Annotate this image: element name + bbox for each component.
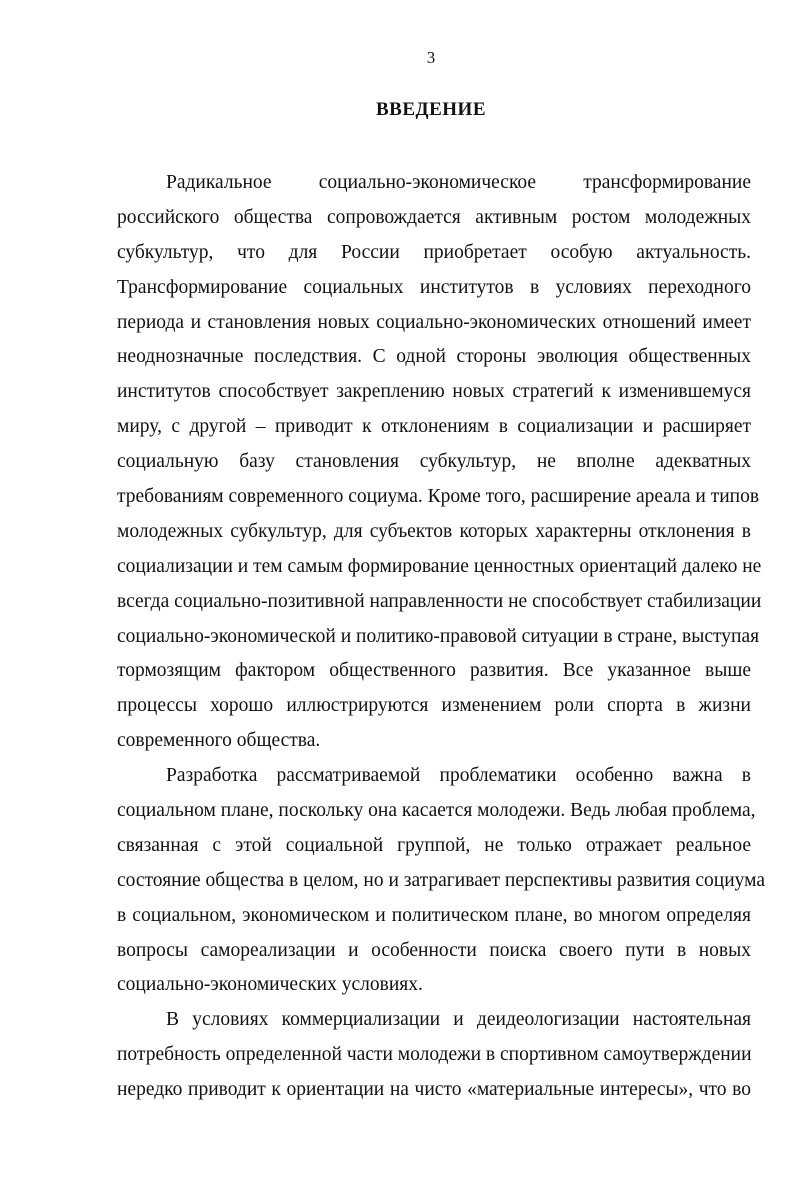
text-line: Радикальное социально-экономическое трансформирование: [166, 172, 751, 193]
text-line: социально-экономических условиях.: [117, 974, 423, 996]
text-line: требованиям современного социума. Кроме того, расширение ареала и типов: [117, 486, 760, 508]
text-line: институтов способствует закреплению новых стратегий к изменившемуся: [117, 381, 751, 403]
text-line: субкультур, что для России приобретает особую актуальность.: [117, 241, 751, 263]
text-line: связанная с этой социальной группой, не только отражает реальное: [117, 834, 751, 856]
text-line: всегда социально-позитивной направленности не способствует стабилизации: [117, 590, 762, 612]
text-line: социализации и тем самым формирование ценностных ориентаций далеко не: [117, 555, 762, 577]
section-title: ВВЕДЕНИЕ: [376, 99, 486, 120]
text-line: состояние общества в целом, но и затрагивает перспективы развития социума: [117, 869, 766, 891]
paragraph: [117, 1003, 751, 1108]
text-line: в социальном, экономическом и политическом плане, во многом определяя: [117, 904, 751, 926]
text-line: потребность определенной части молодежи в спортивном самоутверждении: [117, 1044, 752, 1066]
text-line: социально-экономической и политико-правовой ситуации в стране, выступая: [117, 625, 760, 647]
text-line: процессы хорошо иллюстрируются изменением роли спорта в жизни: [117, 695, 751, 717]
text-line: миру, с другой – приводит к отклонениям в социализации и расширяет: [117, 416, 751, 438]
text-line: современного общества.: [117, 730, 321, 752]
text-line: В условиях коммерциализации и деидеологизации настоятельная: [166, 1009, 751, 1031]
page-number: 3: [426, 48, 436, 67]
paragraph: [117, 166, 762, 759]
text-line: нередко приводит к ориентации на чисто «материальные интересы», что во: [117, 1079, 751, 1101]
text-line: российского общества сопровождается активным ростом молодежных: [117, 206, 751, 228]
text-line: вопросы самореализации и особенности поиска своего пути в новых: [117, 939, 751, 961]
text-line: Разработка рассматриваемой проблематики особенно важна в: [166, 765, 751, 787]
text-line: тормозящим фактором общественного развития. Все указанное выше: [117, 660, 751, 682]
text-line: социальную базу становления субкультур, не вполне адекватных: [117, 451, 751, 473]
text-line: неоднозначные последствия. С одной стороны эволюция общественных: [117, 346, 751, 368]
text-line: периода и становления новых социально-экономических отношений имеет: [117, 311, 751, 333]
document-body: [117, 166, 766, 1108]
text-line: молодежных субкультур, для субъектов которых характерны отклонения в: [117, 520, 751, 542]
paragraph: [117, 759, 766, 1003]
text-line: Трансформирование социальных институтов в условиях переходного: [117, 276, 751, 298]
text-line: социальном плане, поскольку она касается молодежи. Ведь любая проблема,: [117, 800, 756, 822]
